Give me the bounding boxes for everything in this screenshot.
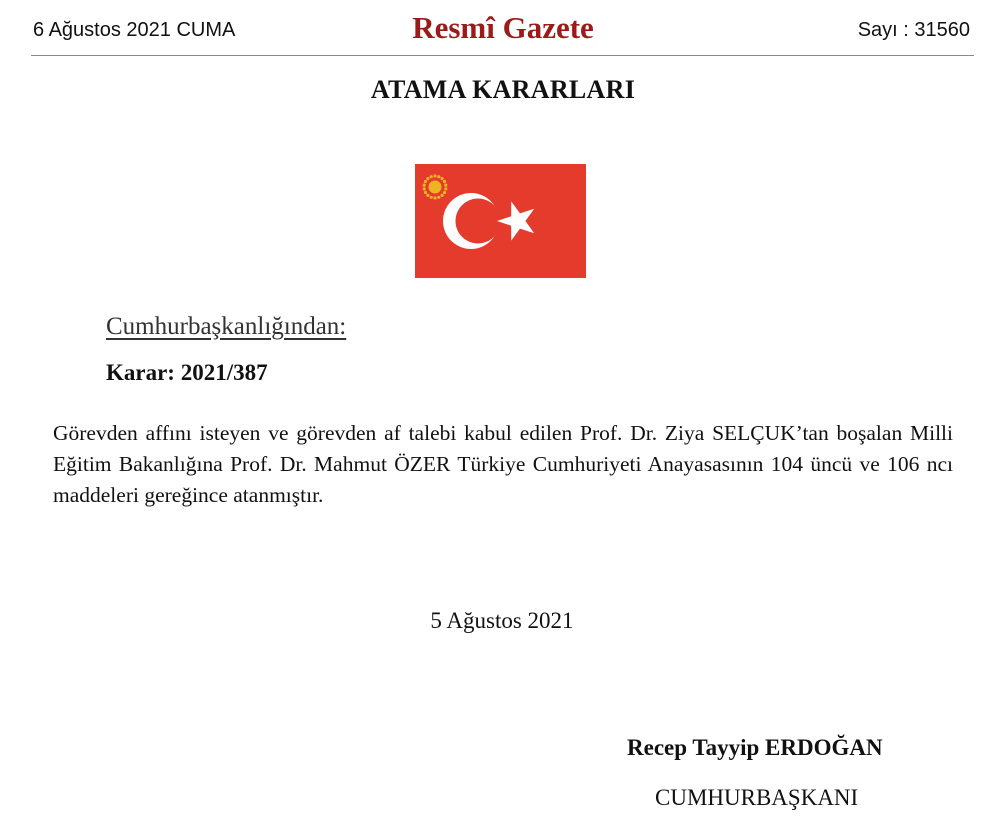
gazette-title: Resmî Gazete [412,10,594,45]
issue-number: Sayı : 31560 [857,19,970,41]
header-divider [31,55,974,56]
signer-name: Recep Tayyip ERDOĞAN [627,735,883,760]
issuing-authority: Cumhurbaşkanlığından: [106,313,347,340]
turkish-presidential-flag-icon [415,164,586,278]
decision-number: Karar: 2021/387 [106,360,268,385]
decision-body: Görevden affını isteyen ve görevden af talebi kabul edilen Prof. Dr. Ziya SELÇUK’tan boşalan Milli Eğitim Bakanlığına Prof. Dr. Mahmut ÖZER Türkiye Cumhuriyeti Anayasasının 104 üncü ve 106 ncı maddeleri gereğince atanmıştır. [53,421,953,507]
issue-date: 6 Ağustos 2021 CUMA [33,19,236,41]
decision-date: 5 Ağustos 2021 [430,608,574,633]
section-title: ATAMA KARARLARI [370,75,636,104]
signer-title: CUMHURBAŞKANI [655,785,859,810]
